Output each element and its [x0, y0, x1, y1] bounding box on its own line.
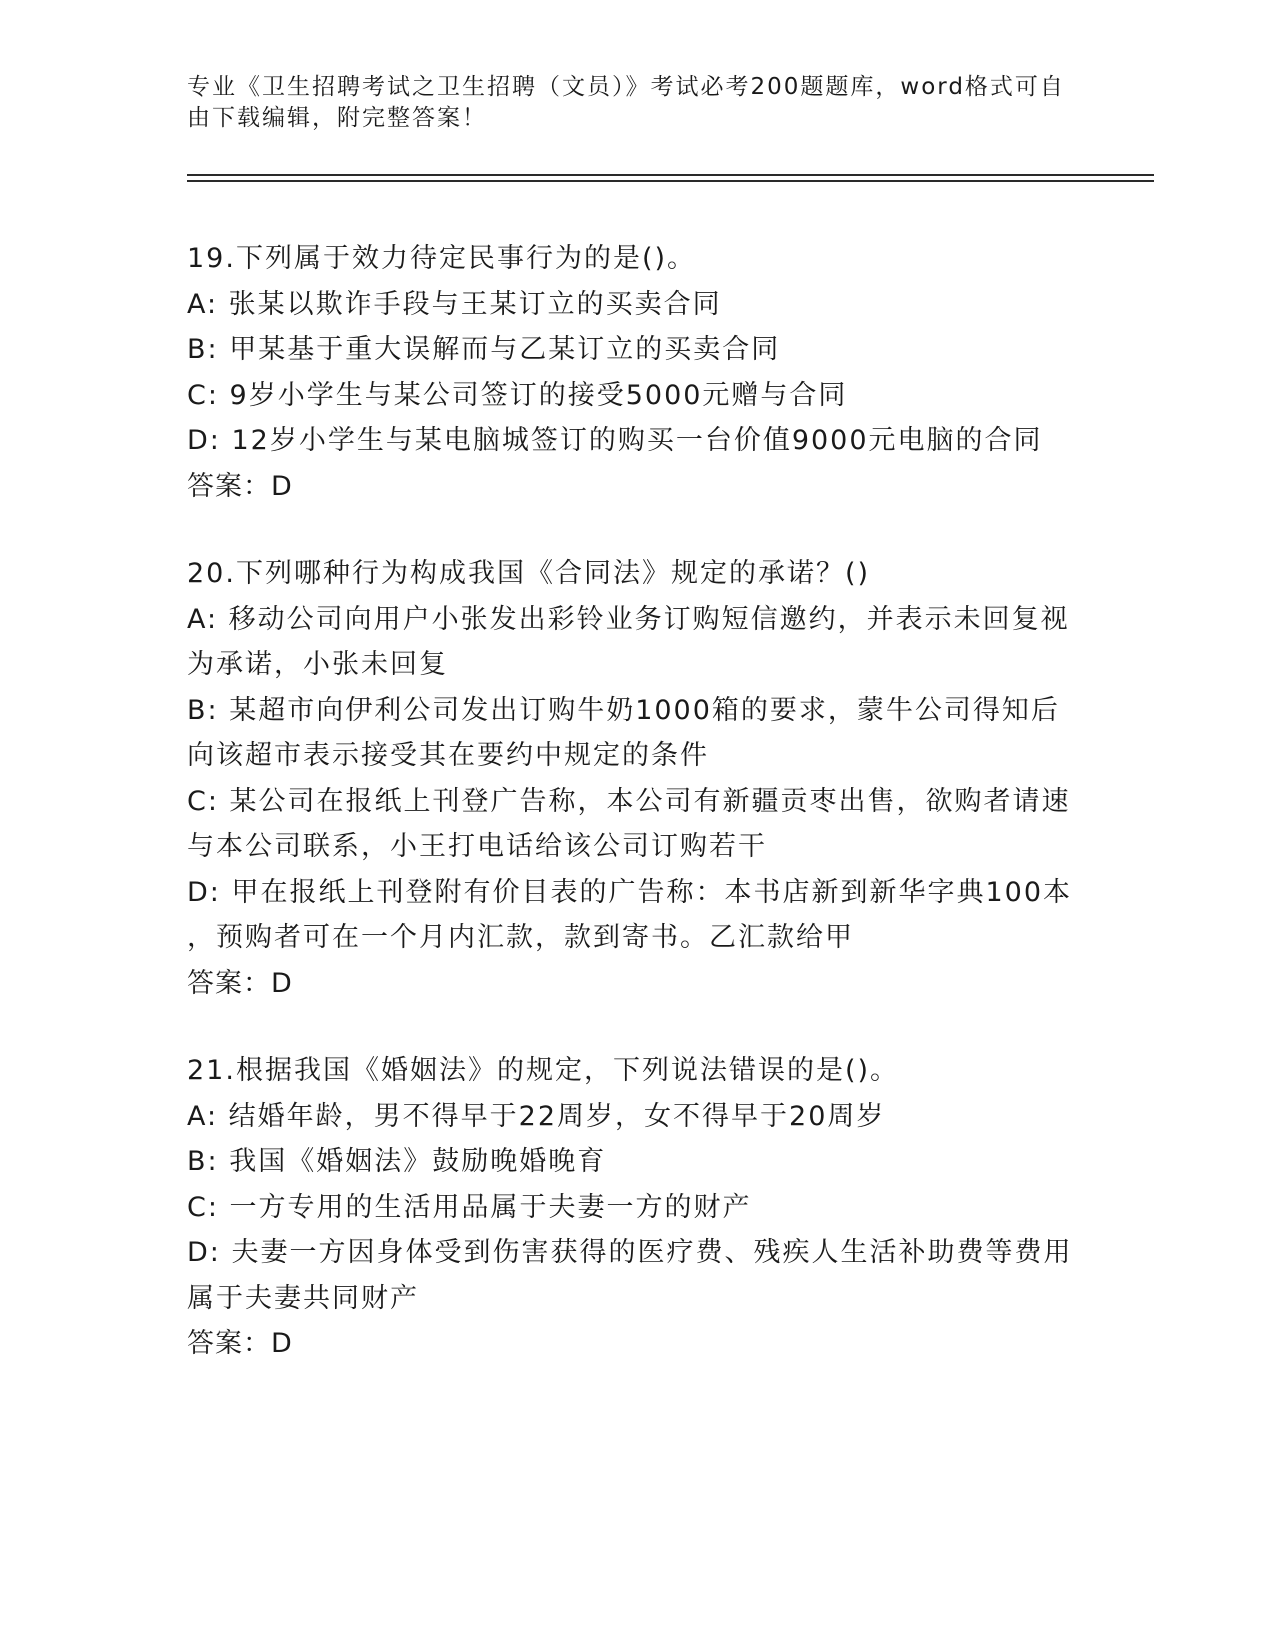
question-stem: 19.下列属于效力待定民事行为的是()。 — [187, 243, 697, 274]
question-21 — [187, 1048, 1087, 1367]
option-b: B: 某超市向伊利公司发出订购牛奶1000箱的要求，蒙牛公司得知后 — [187, 694, 1060, 726]
header-line-1: 专业《卫生招聘考试之卫生招聘（文员）》考试必考200题题库，word格式可自 — [187, 74, 1065, 100]
option-b: B: 我国《婚姻法》鼓励晚婚晚育 — [187, 1146, 607, 1177]
option-d: D: 12岁小学生与某电脑城签订的购买一台价值9000元电脑的合同 — [187, 425, 1043, 456]
option-c: C: 某公司在报纸上刊登广告称，本公司有新疆贡枣出售，欲购者请速 — [187, 785, 1071, 817]
answer-label: 答案：D — [187, 1328, 293, 1359]
answer-label: 答案：D — [187, 470, 293, 502]
option-a: A: 移动公司向用户小张发出彩铃业务订购短信邀约，并表示未回复视 — [187, 603, 1070, 635]
option-a-continued: 为承诺，小张未回复 — [187, 649, 448, 680]
option-c: C: 9岁小学生与某公司签订的接受5000元赠与合同 — [187, 379, 848, 411]
option-d: D: 夫妻一方因身体受到伤害获得的医疗费、残疾人生活补助费等费用 — [187, 1237, 1073, 1268]
header-divider-bottom — [187, 180, 1154, 182]
header-divider-top — [187, 174, 1154, 176]
question-list — [187, 236, 1087, 1409]
option-b-continued: 向该超市表示接受其在要约中规定的条件 — [187, 740, 709, 771]
header-line-2: 由下载编辑，附完整答案！ — [187, 105, 487, 131]
question-stem: 20.下列哪种行为构成我国《合同法》规定的承诺？() — [187, 558, 871, 589]
document-header — [187, 72, 1087, 134]
option-c-continued: 与本公司联系，小王打电话给该公司订购若干 — [187, 831, 767, 862]
option-b: B: 甲某基于重大误解而与乙某订立的买卖合同 — [187, 334, 781, 365]
option-d-continued: ，预购者可在一个月内汇款，款到寄书。乙汇款给甲 — [187, 922, 854, 953]
option-c: C: 一方专用的生活用品属于夫妻一方的财产 — [187, 1191, 752, 1223]
option-d-continued: 属于夫妻共同财产 — [187, 1282, 419, 1314]
option-a: A: 张某以欺诈手段与王某订立的买卖合同 — [187, 288, 722, 320]
question-19 — [187, 236, 1087, 509]
answer-label: 答案：D — [187, 967, 293, 999]
option-d: D: 甲在报纸上刊登附有价目表的广告称：本书店新到新华字典100本 — [187, 876, 1073, 908]
question-20 — [187, 551, 1087, 1006]
question-stem: 21.根据我国《婚姻法》的规定，下列说法错误的是()。 — [187, 1055, 900, 1086]
option-a: A: 结婚年龄，男不得早于22周岁，女不得早于20周岁 — [187, 1100, 886, 1132]
